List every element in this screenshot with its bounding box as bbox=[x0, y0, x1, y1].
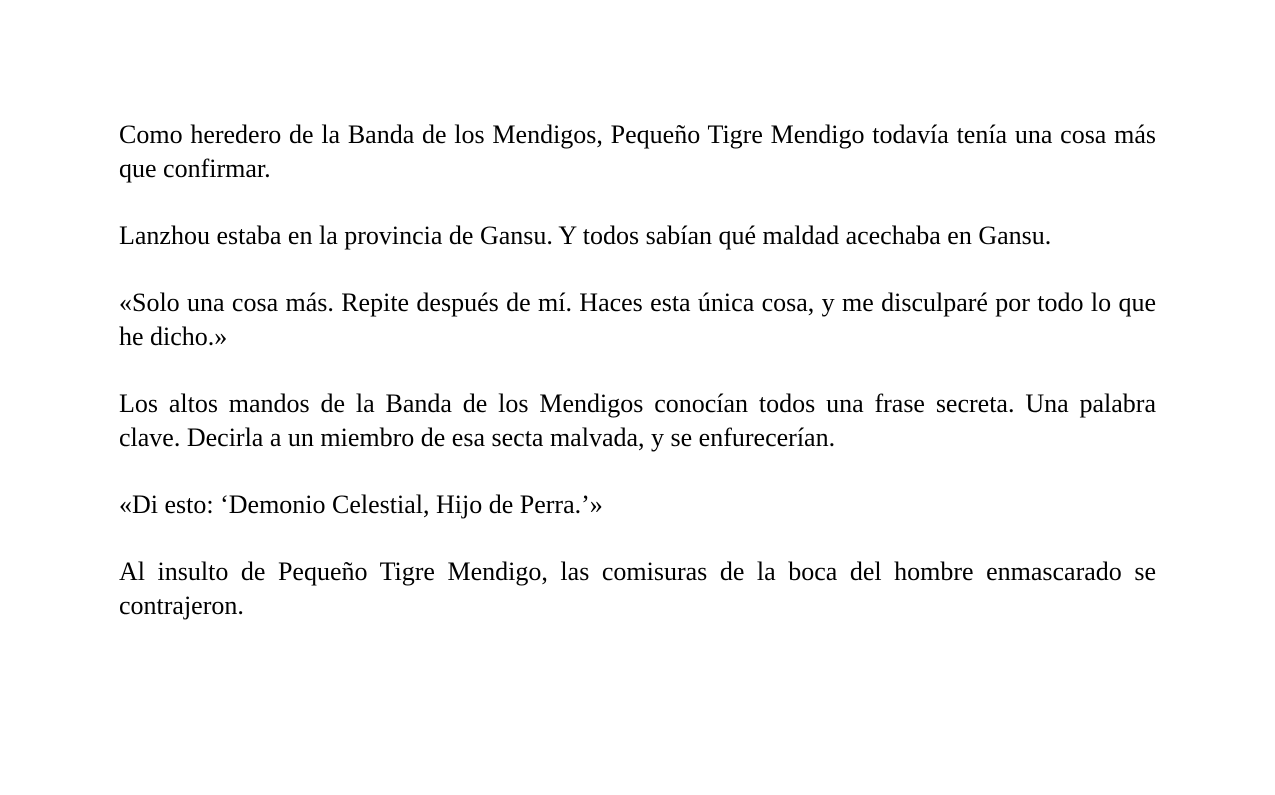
document-body bbox=[119, 118, 1156, 623]
paragraph-3: «Solo una cosa más. Repite después de mí. Haces esta única cosa, y me disculparé por todo lo que he dicho.» bbox=[119, 288, 1156, 351]
paragraph-4: Los altos mandos de la Banda de los Mendigos conocían todos una frase secreta. Una palabra clave. Decirla a un miembro de esa secta malvada, y se enfurecerían. bbox=[119, 389, 1156, 452]
paragraph-1: Como heredero de la Banda de los Mendigos, Pequeño Tigre Mendigo todavía tenía una cosa más que confirmar. bbox=[119, 120, 1156, 183]
paragraph-5: «Di esto: ‘Demonio Celestial, Hijo de Perra.’» bbox=[119, 490, 603, 519]
paragraph-2: Lanzhou estaba en la provincia de Gansu. Y todos sabían qué maldad acechaba en Gansu. bbox=[119, 221, 1052, 250]
paragraph-6: Al insulto de Pequeño Tigre Mendigo, las comisuras de la boca del hombre enmascarado se contrajeron. bbox=[119, 557, 1156, 620]
